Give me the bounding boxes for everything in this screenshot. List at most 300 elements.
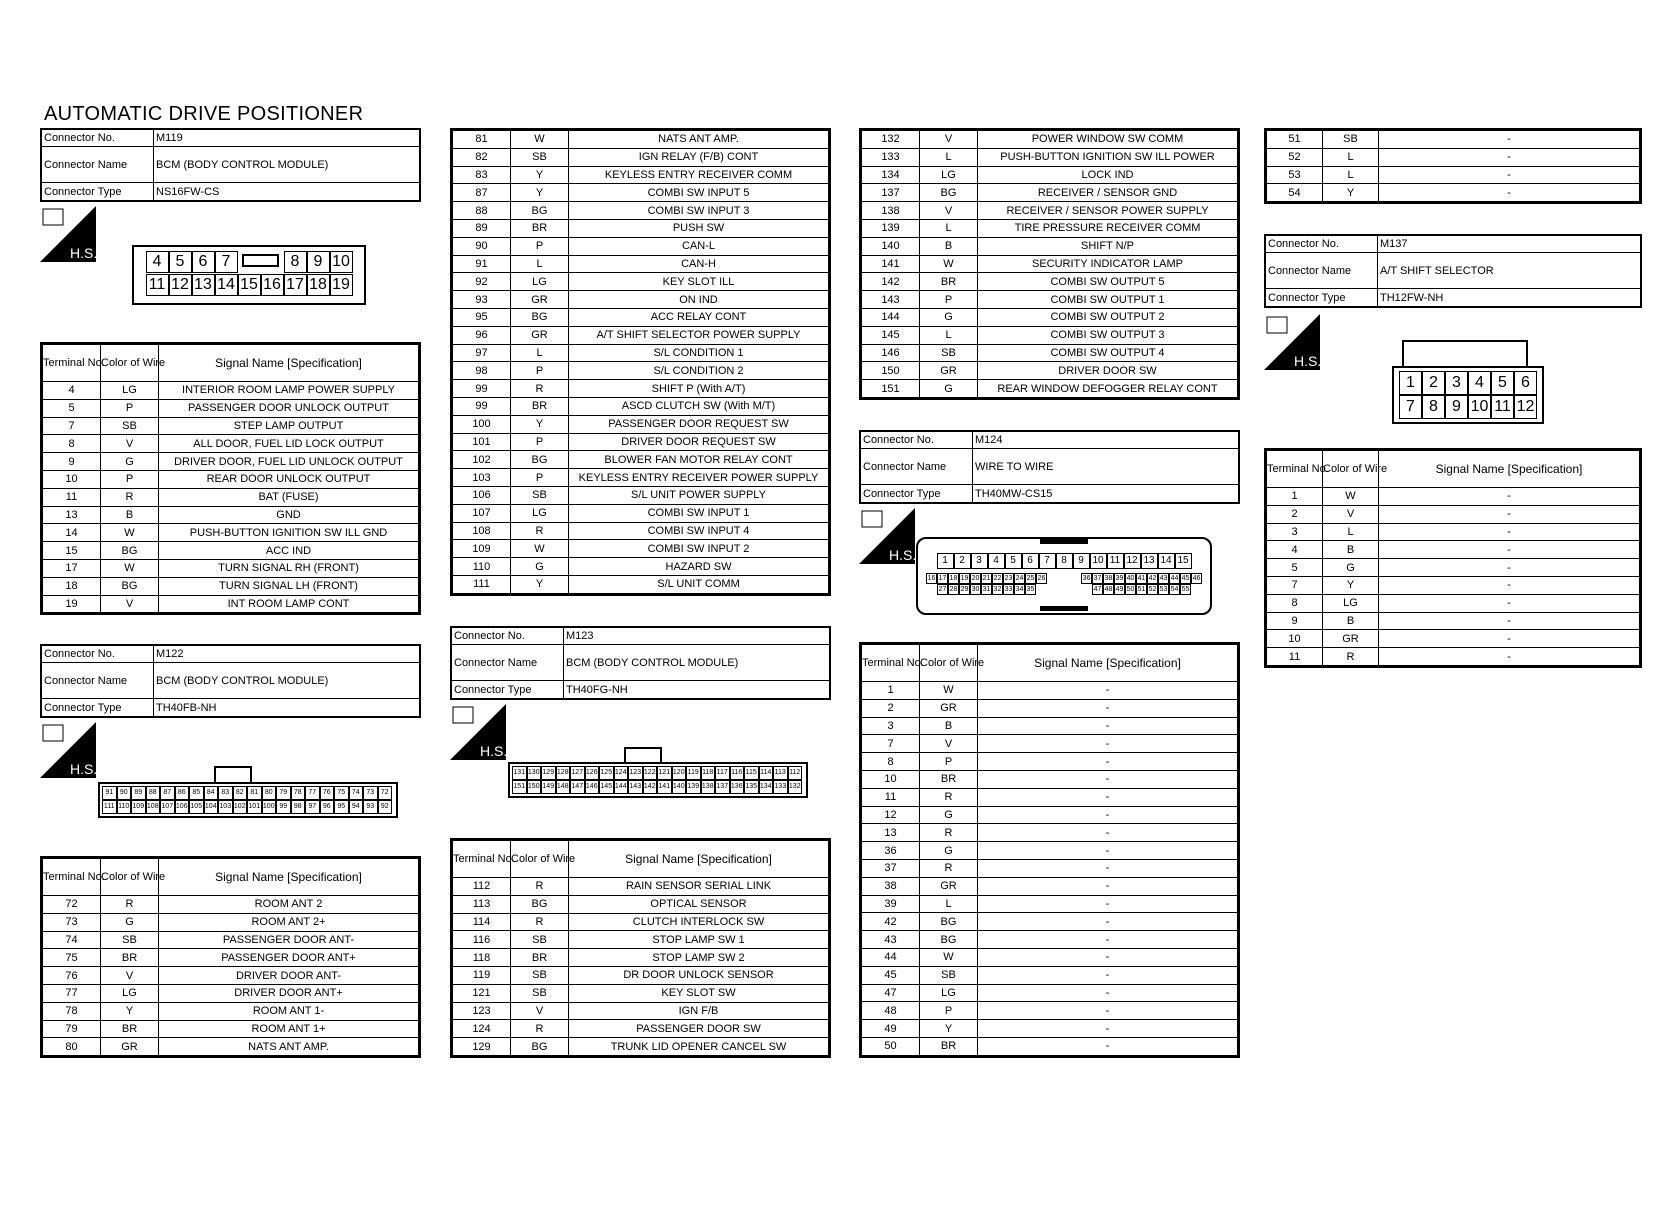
wire-color: V bbox=[920, 735, 978, 753]
connector-pin: 100 bbox=[262, 800, 277, 814]
terminal-no: 14 bbox=[43, 524, 101, 542]
header-color: Color of Wire bbox=[101, 345, 159, 382]
connector-pin: 24 bbox=[1015, 575, 1024, 582]
connector-pin: 17 bbox=[938, 575, 947, 582]
terminal-no: 45 bbox=[862, 966, 920, 984]
connector-pin: 12 bbox=[1124, 553, 1141, 569]
terminal-no: 114 bbox=[453, 913, 511, 931]
connector-pin: 9 bbox=[307, 251, 330, 273]
signal-name: S/L UNIT COMM bbox=[569, 575, 829, 593]
connector-pin: 8 bbox=[1422, 395, 1445, 419]
signal-name: - bbox=[978, 842, 1238, 860]
wire-color: SB bbox=[920, 966, 978, 984]
table-row bbox=[43, 470, 419, 488]
terminal-no: 2 bbox=[862, 699, 920, 717]
connector-pin: 50 bbox=[1126, 586, 1135, 593]
connector-info-m123 bbox=[450, 626, 831, 700]
connector-pin: 113 bbox=[773, 766, 788, 780]
signal-name: - bbox=[1379, 594, 1640, 612]
terminal-no: 39 bbox=[862, 895, 920, 913]
wire-color: LG bbox=[101, 382, 159, 400]
terminal-no: 7 bbox=[1267, 576, 1323, 594]
terminal-no: 150 bbox=[862, 362, 920, 380]
connector-pin: 44 bbox=[1170, 575, 1179, 582]
connector-latch bbox=[214, 766, 252, 782]
wire-color: Y bbox=[1323, 576, 1379, 594]
table-row bbox=[862, 362, 1238, 380]
wire-color: Y bbox=[511, 184, 569, 202]
header-color: Color of Wire bbox=[1323, 451, 1379, 488]
wire-color: R bbox=[101, 488, 159, 506]
connector-pin: 9 bbox=[1445, 395, 1468, 419]
header-terminal: Terminal No. bbox=[43, 345, 101, 382]
wire-color: P bbox=[920, 1002, 978, 1020]
table-row bbox=[862, 842, 1238, 860]
terminal-no: 11 bbox=[43, 488, 101, 506]
wire-color: GR bbox=[920, 362, 978, 380]
terminal-no: 11 bbox=[862, 788, 920, 806]
table-row bbox=[862, 255, 1238, 273]
connector-pin: 6 bbox=[1022, 553, 1039, 569]
signal-name: ROOM ANT 1+ bbox=[159, 1020, 419, 1038]
signal-name: - bbox=[1379, 505, 1640, 523]
wire-color: SB bbox=[920, 344, 978, 362]
signal-name: STOP LAMP SW 2 bbox=[569, 949, 829, 967]
table-row bbox=[453, 558, 829, 576]
wire-color: R bbox=[511, 522, 569, 540]
signal-name: ACC RELAY CONT bbox=[569, 308, 829, 326]
connector-pin: 14 bbox=[1158, 553, 1175, 569]
connector-pin: 49 bbox=[1115, 586, 1124, 593]
wire-color: L bbox=[1323, 148, 1379, 166]
terminal-no: 110 bbox=[453, 558, 511, 576]
table-row bbox=[862, 806, 1238, 824]
terminal-no: 75 bbox=[43, 949, 101, 967]
pin-row-top bbox=[926, 553, 1202, 569]
table-row bbox=[43, 488, 419, 506]
terminal-no: 73 bbox=[43, 913, 101, 931]
signal-name: INTERIOR ROOM LAMP POWER SUPPLY bbox=[159, 382, 419, 400]
connector-pin: 38 bbox=[1104, 575, 1113, 582]
signal-name: S/L UNIT POWER SUPPLY bbox=[569, 486, 829, 504]
pin-row-bottom-left bbox=[937, 584, 1047, 595]
connector-pin: 33 bbox=[1004, 586, 1013, 593]
terminal-no: 17 bbox=[43, 559, 101, 577]
signal-name: COMBI SW INPUT 2 bbox=[569, 540, 829, 558]
table-row bbox=[862, 1037, 1238, 1055]
connector-pin: 99 bbox=[276, 800, 291, 814]
wire-color: BR bbox=[511, 219, 569, 237]
signal-name: STOP LAMP SW 1 bbox=[569, 931, 829, 949]
table-row bbox=[43, 417, 419, 435]
terminal-no: 90 bbox=[453, 237, 511, 255]
terminal-table-m137 bbox=[1264, 448, 1642, 668]
signal-name: - bbox=[1379, 131, 1640, 149]
terminal-no: 99 bbox=[453, 397, 511, 415]
table-row bbox=[43, 967, 419, 985]
label-connector-no: Connector No. bbox=[1266, 236, 1378, 253]
terminal-no: 53 bbox=[1267, 166, 1323, 184]
terminal-no: 49 bbox=[862, 1020, 920, 1038]
connector-pin: 145 bbox=[599, 780, 614, 794]
signal-name: STEP LAMP OUTPUT bbox=[159, 417, 419, 435]
table-row bbox=[453, 913, 829, 931]
table-row bbox=[453, 219, 829, 237]
signal-name: REAR DOOR UNLOCK OUTPUT bbox=[159, 470, 419, 488]
connector-pin: 3 bbox=[1445, 371, 1468, 395]
wire-color: R bbox=[511, 1020, 569, 1038]
signal-name: - bbox=[1379, 523, 1640, 541]
table-row bbox=[43, 984, 419, 1002]
terminal-no: 18 bbox=[43, 577, 101, 595]
terminal-no: 106 bbox=[453, 486, 511, 504]
terminal-no: 72 bbox=[43, 896, 101, 914]
pin-row-top bbox=[1398, 371, 1538, 395]
page-title: AUTOMATIC DRIVE POSITIONER bbox=[44, 103, 364, 125]
connector-pin: 13 bbox=[1141, 553, 1158, 569]
terminal-no: 19 bbox=[43, 595, 101, 613]
table-row bbox=[862, 824, 1238, 842]
table-row bbox=[453, 540, 829, 558]
signal-name: SECURITY INDICATOR LAMP bbox=[978, 255, 1238, 273]
table-row bbox=[862, 166, 1238, 184]
signal-name: - bbox=[978, 877, 1238, 895]
connector-pin: 95 bbox=[334, 800, 349, 814]
table-row bbox=[862, 237, 1238, 255]
label-connector-type: Connector Type bbox=[42, 699, 154, 716]
connector-pin: 41 bbox=[1137, 575, 1146, 582]
connector-pin: 123 bbox=[628, 766, 643, 780]
connector-pin: 129 bbox=[541, 766, 556, 780]
value-connector-no: M122 bbox=[154, 646, 419, 663]
wire-color: R bbox=[511, 878, 569, 896]
table-row bbox=[453, 878, 829, 896]
connector-pin: 77 bbox=[305, 786, 320, 800]
table-row bbox=[453, 575, 829, 593]
connector-pin: 127 bbox=[570, 766, 585, 780]
wire-color: L bbox=[1323, 166, 1379, 184]
table-row bbox=[43, 577, 419, 595]
terminal-no: 133 bbox=[862, 148, 920, 166]
terminal-no: 47 bbox=[862, 984, 920, 1002]
table-row bbox=[453, 949, 829, 967]
connector-pin: 27 bbox=[938, 586, 947, 593]
terminal-no: 112 bbox=[453, 878, 511, 896]
header-color: Color of Wire bbox=[920, 645, 978, 682]
wire-color: B bbox=[1323, 541, 1379, 559]
signal-name: ROOM ANT 2 bbox=[159, 896, 419, 914]
connector-pin: 5 bbox=[1491, 371, 1514, 395]
signal-name: HAZARD SW bbox=[569, 558, 829, 576]
wire-color: R bbox=[920, 824, 978, 842]
wire-color: SB bbox=[101, 417, 159, 435]
signal-name: KEY SLOT SW bbox=[569, 984, 829, 1002]
terminal-no: 10 bbox=[43, 470, 101, 488]
terminal-table-m122 bbox=[40, 856, 421, 1058]
wire-color: SB bbox=[511, 486, 569, 504]
connector-info-m124 bbox=[859, 430, 1240, 504]
label-connector-name: Connector Name bbox=[452, 645, 564, 681]
terminal-no: 95 bbox=[453, 308, 511, 326]
terminal-no: 78 bbox=[43, 1002, 101, 1020]
table-row bbox=[1267, 541, 1640, 559]
table-row bbox=[43, 595, 419, 613]
connector-pin: 132 bbox=[788, 780, 803, 794]
signal-name: - bbox=[978, 966, 1238, 984]
wire-color: BG bbox=[511, 202, 569, 220]
wire-color: B bbox=[920, 237, 978, 255]
signal-name: - bbox=[1379, 576, 1640, 594]
connector-pin: 19 bbox=[960, 575, 969, 582]
connector-pin: 4 bbox=[988, 553, 1005, 569]
connector-pin: 98 bbox=[291, 800, 306, 814]
signal-name: COMBI SW OUTPUT 3 bbox=[978, 326, 1238, 344]
signal-name: PUSH-BUTTON IGNITION SW ILL POWER bbox=[978, 148, 1238, 166]
wire-color: V bbox=[920, 202, 978, 220]
table-row bbox=[1267, 576, 1640, 594]
connector-pin: 51 bbox=[1137, 586, 1146, 593]
connector-pin: 19 bbox=[330, 274, 353, 296]
terminal-no: 124 bbox=[453, 1020, 511, 1038]
hs-label: H.S. bbox=[480, 743, 508, 759]
table-row bbox=[453, 415, 829, 433]
connector-pin: 10 bbox=[330, 251, 353, 273]
header-signal: Signal Name [Specification] bbox=[1379, 451, 1640, 488]
wire-color: P bbox=[101, 470, 159, 488]
harness-side-icon bbox=[40, 722, 96, 778]
connector-pin: 139 bbox=[686, 780, 701, 794]
table-row bbox=[862, 931, 1238, 949]
connector-pin: 137 bbox=[715, 780, 730, 794]
connector-pin: 119 bbox=[686, 766, 701, 780]
terminal-no: 116 bbox=[453, 931, 511, 949]
connector-pin: 18 bbox=[307, 274, 330, 296]
label-connector-type: Connector Type bbox=[452, 681, 564, 698]
signal-name: KEYLESS ENTRY RECEIVER POWER SUPPLY bbox=[569, 469, 829, 487]
wire-color: L bbox=[511, 344, 569, 362]
connector-pin: 15 bbox=[238, 274, 261, 296]
signal-name: SHIFT P (With A/T) bbox=[569, 380, 829, 398]
wire-color: Y bbox=[511, 166, 569, 184]
connector-pin: 118 bbox=[701, 766, 716, 780]
connector-key-top bbox=[1040, 539, 1088, 544]
wire-color: W bbox=[920, 255, 978, 273]
connector-pin: 96 bbox=[320, 800, 335, 814]
table-row bbox=[862, 1002, 1238, 1020]
wire-color: BG bbox=[511, 308, 569, 326]
signal-name: - bbox=[978, 1002, 1238, 1020]
terminal-no: 97 bbox=[453, 344, 511, 362]
wire-color: BG bbox=[920, 913, 978, 931]
table-row bbox=[453, 237, 829, 255]
connector-pin: 102 bbox=[233, 800, 248, 814]
connector-pin: 13 bbox=[192, 274, 215, 296]
header-terminal: Terminal No. bbox=[43, 859, 101, 896]
connector-pin: 11 bbox=[1107, 553, 1124, 569]
connector-pin: 47 bbox=[1093, 586, 1102, 593]
terminal-no: 151 bbox=[862, 380, 920, 398]
wire-color: P bbox=[511, 433, 569, 451]
table-row bbox=[453, 344, 829, 362]
terminal-table-m124-continued bbox=[1264, 128, 1642, 204]
connector-pin: 32 bbox=[993, 586, 1002, 593]
pin-row-bottom bbox=[512, 780, 804, 794]
signal-name: NATS ANT AMP. bbox=[569, 131, 829, 149]
header-color: Color of Wire bbox=[101, 859, 159, 896]
terminal-no: 146 bbox=[862, 344, 920, 362]
wire-color: LG bbox=[101, 984, 159, 1002]
harness-side-icon bbox=[1264, 314, 1320, 370]
connector-pin: 128 bbox=[556, 766, 571, 780]
terminal-table-m123-continued bbox=[859, 128, 1240, 400]
pin-row-mid-right bbox=[1081, 573, 1202, 584]
wire-color: P bbox=[511, 362, 569, 380]
connector-pin: 114 bbox=[759, 766, 774, 780]
wire-color: SB bbox=[511, 984, 569, 1002]
connector-pin: 126 bbox=[585, 766, 600, 780]
terminal-no: 96 bbox=[453, 326, 511, 344]
connector-pin: 112 bbox=[788, 766, 803, 780]
terminal-no: 141 bbox=[862, 255, 920, 273]
connector-pin: 48 bbox=[1104, 586, 1113, 593]
connector-pin: 5 bbox=[169, 251, 192, 273]
wire-color: L bbox=[920, 219, 978, 237]
signal-name: - bbox=[978, 948, 1238, 966]
terminal-no: 9 bbox=[43, 453, 101, 471]
connector-pin: 125 bbox=[599, 766, 614, 780]
terminal-no: 5 bbox=[43, 399, 101, 417]
terminal-no: 100 bbox=[453, 415, 511, 433]
connector-pin: 14 bbox=[215, 274, 238, 296]
terminal-no: 1 bbox=[862, 682, 920, 700]
connector-face-m119 bbox=[132, 245, 366, 305]
terminal-no: 123 bbox=[453, 1002, 511, 1020]
connector-pin: 85 bbox=[189, 786, 204, 800]
signal-name: RECEIVER / SENSOR POWER SUPPLY bbox=[978, 202, 1238, 220]
harness-side-icon bbox=[40, 206, 96, 262]
terminal-no: 76 bbox=[43, 967, 101, 985]
connector-pin: 130 bbox=[527, 766, 542, 780]
signal-name: INT ROOM LAMP CONT bbox=[159, 595, 419, 613]
table-row bbox=[453, 895, 829, 913]
signal-name: COMBI SW OUTPUT 2 bbox=[978, 308, 1238, 326]
table-row bbox=[1267, 630, 1640, 648]
wire-color: P bbox=[920, 753, 978, 771]
signal-name: TURN SIGNAL RH (FRONT) bbox=[159, 559, 419, 577]
label-connector-no: Connector No. bbox=[452, 628, 564, 645]
terminal-no: 101 bbox=[453, 433, 511, 451]
table-row bbox=[43, 913, 419, 931]
table-row bbox=[453, 148, 829, 166]
wire-color: R bbox=[101, 896, 159, 914]
wire-color: BG bbox=[511, 1038, 569, 1056]
terminal-no: 43 bbox=[862, 931, 920, 949]
connector-pin: 115 bbox=[744, 766, 759, 780]
hs-label: H.S. bbox=[70, 761, 98, 777]
signal-name: - bbox=[1379, 184, 1640, 202]
table-row bbox=[43, 1002, 419, 1020]
connector-pin: 7 bbox=[1399, 395, 1422, 419]
signal-name: - bbox=[978, 770, 1238, 788]
wire-color: BR bbox=[511, 949, 569, 967]
table-row bbox=[453, 451, 829, 469]
connector-face-m137 bbox=[1392, 366, 1544, 424]
signal-name: TURN SIGNAL LH (FRONT) bbox=[159, 577, 419, 595]
connector-pin: 17 bbox=[284, 274, 307, 296]
wire-color: Y bbox=[511, 415, 569, 433]
wire-color: V bbox=[101, 967, 159, 985]
terminal-no: 140 bbox=[862, 237, 920, 255]
terminal-no: 82 bbox=[453, 148, 511, 166]
wire-color: G bbox=[920, 308, 978, 326]
terminal-no: 3 bbox=[862, 717, 920, 735]
header-signal: Signal Name [Specification] bbox=[978, 645, 1238, 682]
signal-name: - bbox=[1379, 166, 1640, 184]
connector-pin: 26 bbox=[1037, 575, 1046, 582]
terminal-no: 98 bbox=[453, 362, 511, 380]
table-row bbox=[453, 131, 829, 149]
signal-name: SHIFT N/P bbox=[978, 237, 1238, 255]
signal-name: ROOM ANT 2+ bbox=[159, 913, 419, 931]
connector-pin: 15 bbox=[1175, 553, 1192, 569]
connector-pin: 39 bbox=[1115, 575, 1124, 582]
terminal-no: 15 bbox=[43, 542, 101, 560]
connector-pin: 28 bbox=[949, 586, 958, 593]
table-row bbox=[862, 380, 1238, 398]
table-row bbox=[862, 735, 1238, 753]
terminal-no: 92 bbox=[453, 273, 511, 291]
terminal-no: 7 bbox=[43, 417, 101, 435]
wire-color: BG bbox=[511, 451, 569, 469]
header-color: Color of Wire bbox=[511, 841, 569, 878]
harness-side-icon bbox=[450, 704, 506, 760]
signal-name: DRIVER DOOR ANT+ bbox=[159, 984, 419, 1002]
table-row bbox=[862, 770, 1238, 788]
terminal-no: 102 bbox=[453, 451, 511, 469]
pin-row-top bbox=[140, 251, 358, 274]
label-connector-name: Connector Name bbox=[42, 147, 154, 183]
table-row bbox=[1267, 648, 1640, 666]
signal-name: DRIVER DOOR, FUEL LID UNLOCK OUTPUT bbox=[159, 453, 419, 471]
terminal-no: 5 bbox=[1267, 559, 1323, 577]
connector-pin: 134 bbox=[759, 780, 774, 794]
connector-pin: 107 bbox=[160, 800, 175, 814]
connector-pin: 90 bbox=[117, 786, 132, 800]
pin-row-top bbox=[102, 786, 394, 800]
wire-color: B bbox=[101, 506, 159, 524]
signal-name: - bbox=[978, 1037, 1238, 1055]
table-row bbox=[43, 931, 419, 949]
wire-color: G bbox=[920, 842, 978, 860]
pin-row-mid-left bbox=[926, 573, 1047, 584]
signal-name: LOCK IND bbox=[978, 166, 1238, 184]
table-row bbox=[453, 362, 829, 380]
connector-pin: 7 bbox=[1039, 553, 1056, 569]
signal-name: COMBI SW OUTPUT 5 bbox=[978, 273, 1238, 291]
signal-name: S/L CONDITION 2 bbox=[569, 362, 829, 380]
value-connector-type: TH12FW-NH bbox=[1380, 291, 1444, 304]
connector-pin: 2 bbox=[954, 553, 971, 569]
connector-key-slot bbox=[238, 251, 284, 273]
connector-pin: 9 bbox=[1073, 553, 1090, 569]
wire-color: LG bbox=[511, 273, 569, 291]
value-connector-name: A/T SHIFT SELECTOR bbox=[1378, 253, 1640, 289]
connector-pin: 23 bbox=[1004, 575, 1013, 582]
table-row bbox=[453, 308, 829, 326]
connector-pin: 4 bbox=[146, 251, 169, 273]
table-row bbox=[862, 895, 1238, 913]
connector-pin: 72 bbox=[378, 786, 393, 800]
